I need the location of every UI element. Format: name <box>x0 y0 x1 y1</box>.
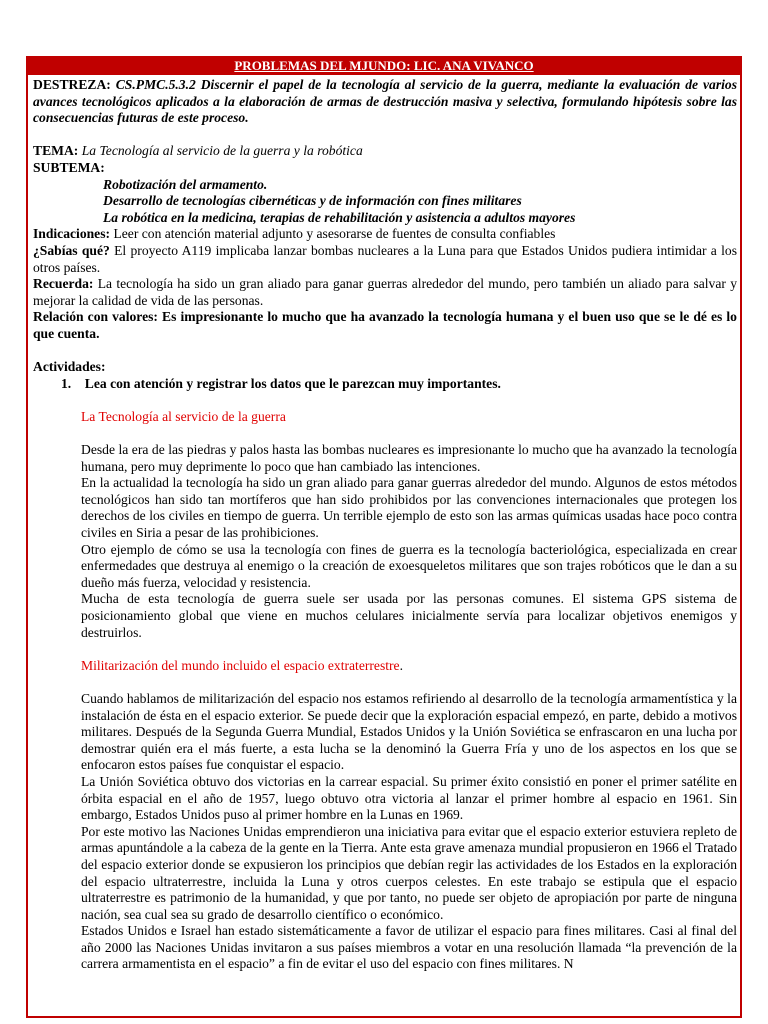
sabias-text: El proyecto A119 implicaba lanzar bombas nucleares a la Luna para que Estados Unidos pudiera intimidar a los otros países. <box>33 242 737 275</box>
paragraph: Desde la era de las piedras y palos hasta las bombas nucleares es impresionante lo mucho que ha avanzado la tecnología humana, pero muy deprimente lo poco que han cambiado las intenciones. <box>81 442 737 474</box>
paragraph: Estados Unidos e Israel han estado sistemáticamente a favor de utilizar el espacio para fines militares. Casi al final del año 2000 las Naciones Unidas invitaron a sus países miembros a votar en una resolución llamada “la prevención de la carrera armamentista en el espacio” a fin de evitar el uso del espacio con fines militares. N <box>81 923 737 972</box>
paragraph: Por este motivo las Naciones Unidas emprendieron una iniciativa para evitar que el espacio exterior estuviera repleto de armas apuntándole a la cabeza de la gente en la Tierra. Ante esta grave amenaza mundial propusieron en 1966 el Tratado del espacio exterior donde se expusieron los principios que debían regir las actividades de los Estados en la exploración del espacio ultraterrestre, incluida la Luna y otros cuerpos celestes. En este trabajo se estipula que el espacio ultraterrestre es patrimonio de la humanidad, y que por tanto, no puede ser objeto de apropiación por parte de ninguna nación, sea cual sea su grado de desarrollo científico o económico. <box>81 823 737 922</box>
sabias-label: ¿Sabías qué? <box>33 242 110 258</box>
paragraph: Otro ejemplo de cómo se usa la tecnología con fines de guerra es la tecnología bacteriológica, especializada en crear enfermedades que destruya al enemigo o la creación de exoesqueletos militares que son trajes robóticos que le dan a su dueño más fuerza, velocidad y resistencia. <box>81 541 737 590</box>
subtema-item: Robotización del armamento. <box>103 176 268 192</box>
recuerda-text: La tecnología ha sido un gran aliado para ganar guerras alrededor del mundo, pero también un aliado para salvar y mejorar la calidad de vida de las personas. <box>33 276 737 308</box>
paragraph: La Unión Soviética obtuvo dos victorias en la carrear espacial. Su primer éxito consistió en poner el primer satélite en órbita espacial en el año de 1957, luego obtuvo otra victoria al lanzar el primer hombre al espacio en 1961. Sin embargo, Estados Unidos puso al primer hombre en la Lunas en 1969. <box>81 773 737 823</box>
sabias-line <box>33 243 737 276</box>
section-title: La Tecnología al servicio de la guerra <box>81 408 286 424</box>
subtema-item: La robótica en la medicina, terapias de rehabilitación y asistencia a adultos mayores <box>103 209 576 225</box>
destreza-code: CS.PMC.5.3.2 <box>115 77 196 92</box>
section-title-suffix: . <box>399 657 403 673</box>
destreza-text: Discernir el papel de la tecnología al servicio de la guerra, mediante la evaluación de varios avances tecnológicos aplicados a la elaboración de armas de destrucción masiva y selectiva, formulando hipótesis sobre las consecuencias futuras de este proceso. <box>33 77 737 126</box>
actividad-text: Lea con atención y registrar los datos que le parezcan muy importantes. <box>84 375 501 391</box>
indicaciones-text: Leer con atención material adjunto y asesorarse de fuentes de consulta confiables <box>113 226 556 242</box>
paragraph: Cuando hablamos de militarización del espacio nos estamos refiriendo al desarrollo de la tecnología armamentística y la instalación de ésta en el espacio exterior. Se puede decir que la exploración espacial empezó, en parte, debido a motivos militares. Después de la Segunda Guerra Mundial, Estados Unidos y la Unión Soviética se enfrascaron en una lucha por demostrar quién era el más fuerte, a esta lucha se la denominó la Guerra Fría y uno de los aspectos en los que se enfocaron estos países fue conquistar el espacio. <box>81 690 737 773</box>
recuerda-label: Recuerda: <box>33 276 94 292</box>
recuerda-line <box>33 276 737 309</box>
destreza-block <box>33 77 737 127</box>
tema-line <box>33 143 737 160</box>
paragraph: Mucha de esta tecnología de guerra suele ser usada por las personas comunes. El sistema GPS sistema de posicionamiento global que viene en muchos celulares inicialmente servía para localizar objetivos enemigos y destruirlos. <box>81 591 737 640</box>
subtema-label: SUBTEMA: <box>33 159 105 175</box>
destreza-label: DESTREZA: <box>33 77 111 92</box>
section-title-text: Militarización del mundo incluido el espacio extraterrestre <box>81 657 400 673</box>
section-title <box>33 658 737 675</box>
tema-text: La Tecnología al servicio de la guerra y la robótica <box>81 143 363 159</box>
valores-text: Es impresionante lo mucho que ha avanzado la tecnología humana y el buen uso que se le dé es lo que cuenta. <box>33 309 737 341</box>
page-header: PROBLEMAS DEL MJUNDO: LIC. ANA VIVANCO <box>26 56 742 75</box>
tema-label: TEMA: <box>33 143 79 159</box>
actividades-label: Actividades: <box>33 359 106 375</box>
indicaciones-label: Indicaciones: <box>33 226 111 242</box>
valores-line <box>33 309 737 342</box>
paragraph: En la actualidad la tecnología ha sido un gran aliado para ganar guerras alrededor del mundo. Algunos de estos métodos tecnológicos han sido tan mortíferos que han sido prohibidos por las convenciones internacionales que protegen los derechos de los civiles en tiempo de guerra. Un terrible ejemplo de esto son las armas químicas usadas hace poco contra civiles en Siria a pesar de las prohibiciones. <box>81 475 737 541</box>
valores-label: Relación con valores: <box>33 309 158 325</box>
indicaciones-line <box>33 226 737 243</box>
document-body <box>33 77 737 973</box>
subtema-item: Desarrollo de tecnologías cibernéticas y de información con fines militares <box>103 193 522 209</box>
actividad-number: 1. <box>61 375 72 391</box>
actividad-item <box>33 376 737 393</box>
